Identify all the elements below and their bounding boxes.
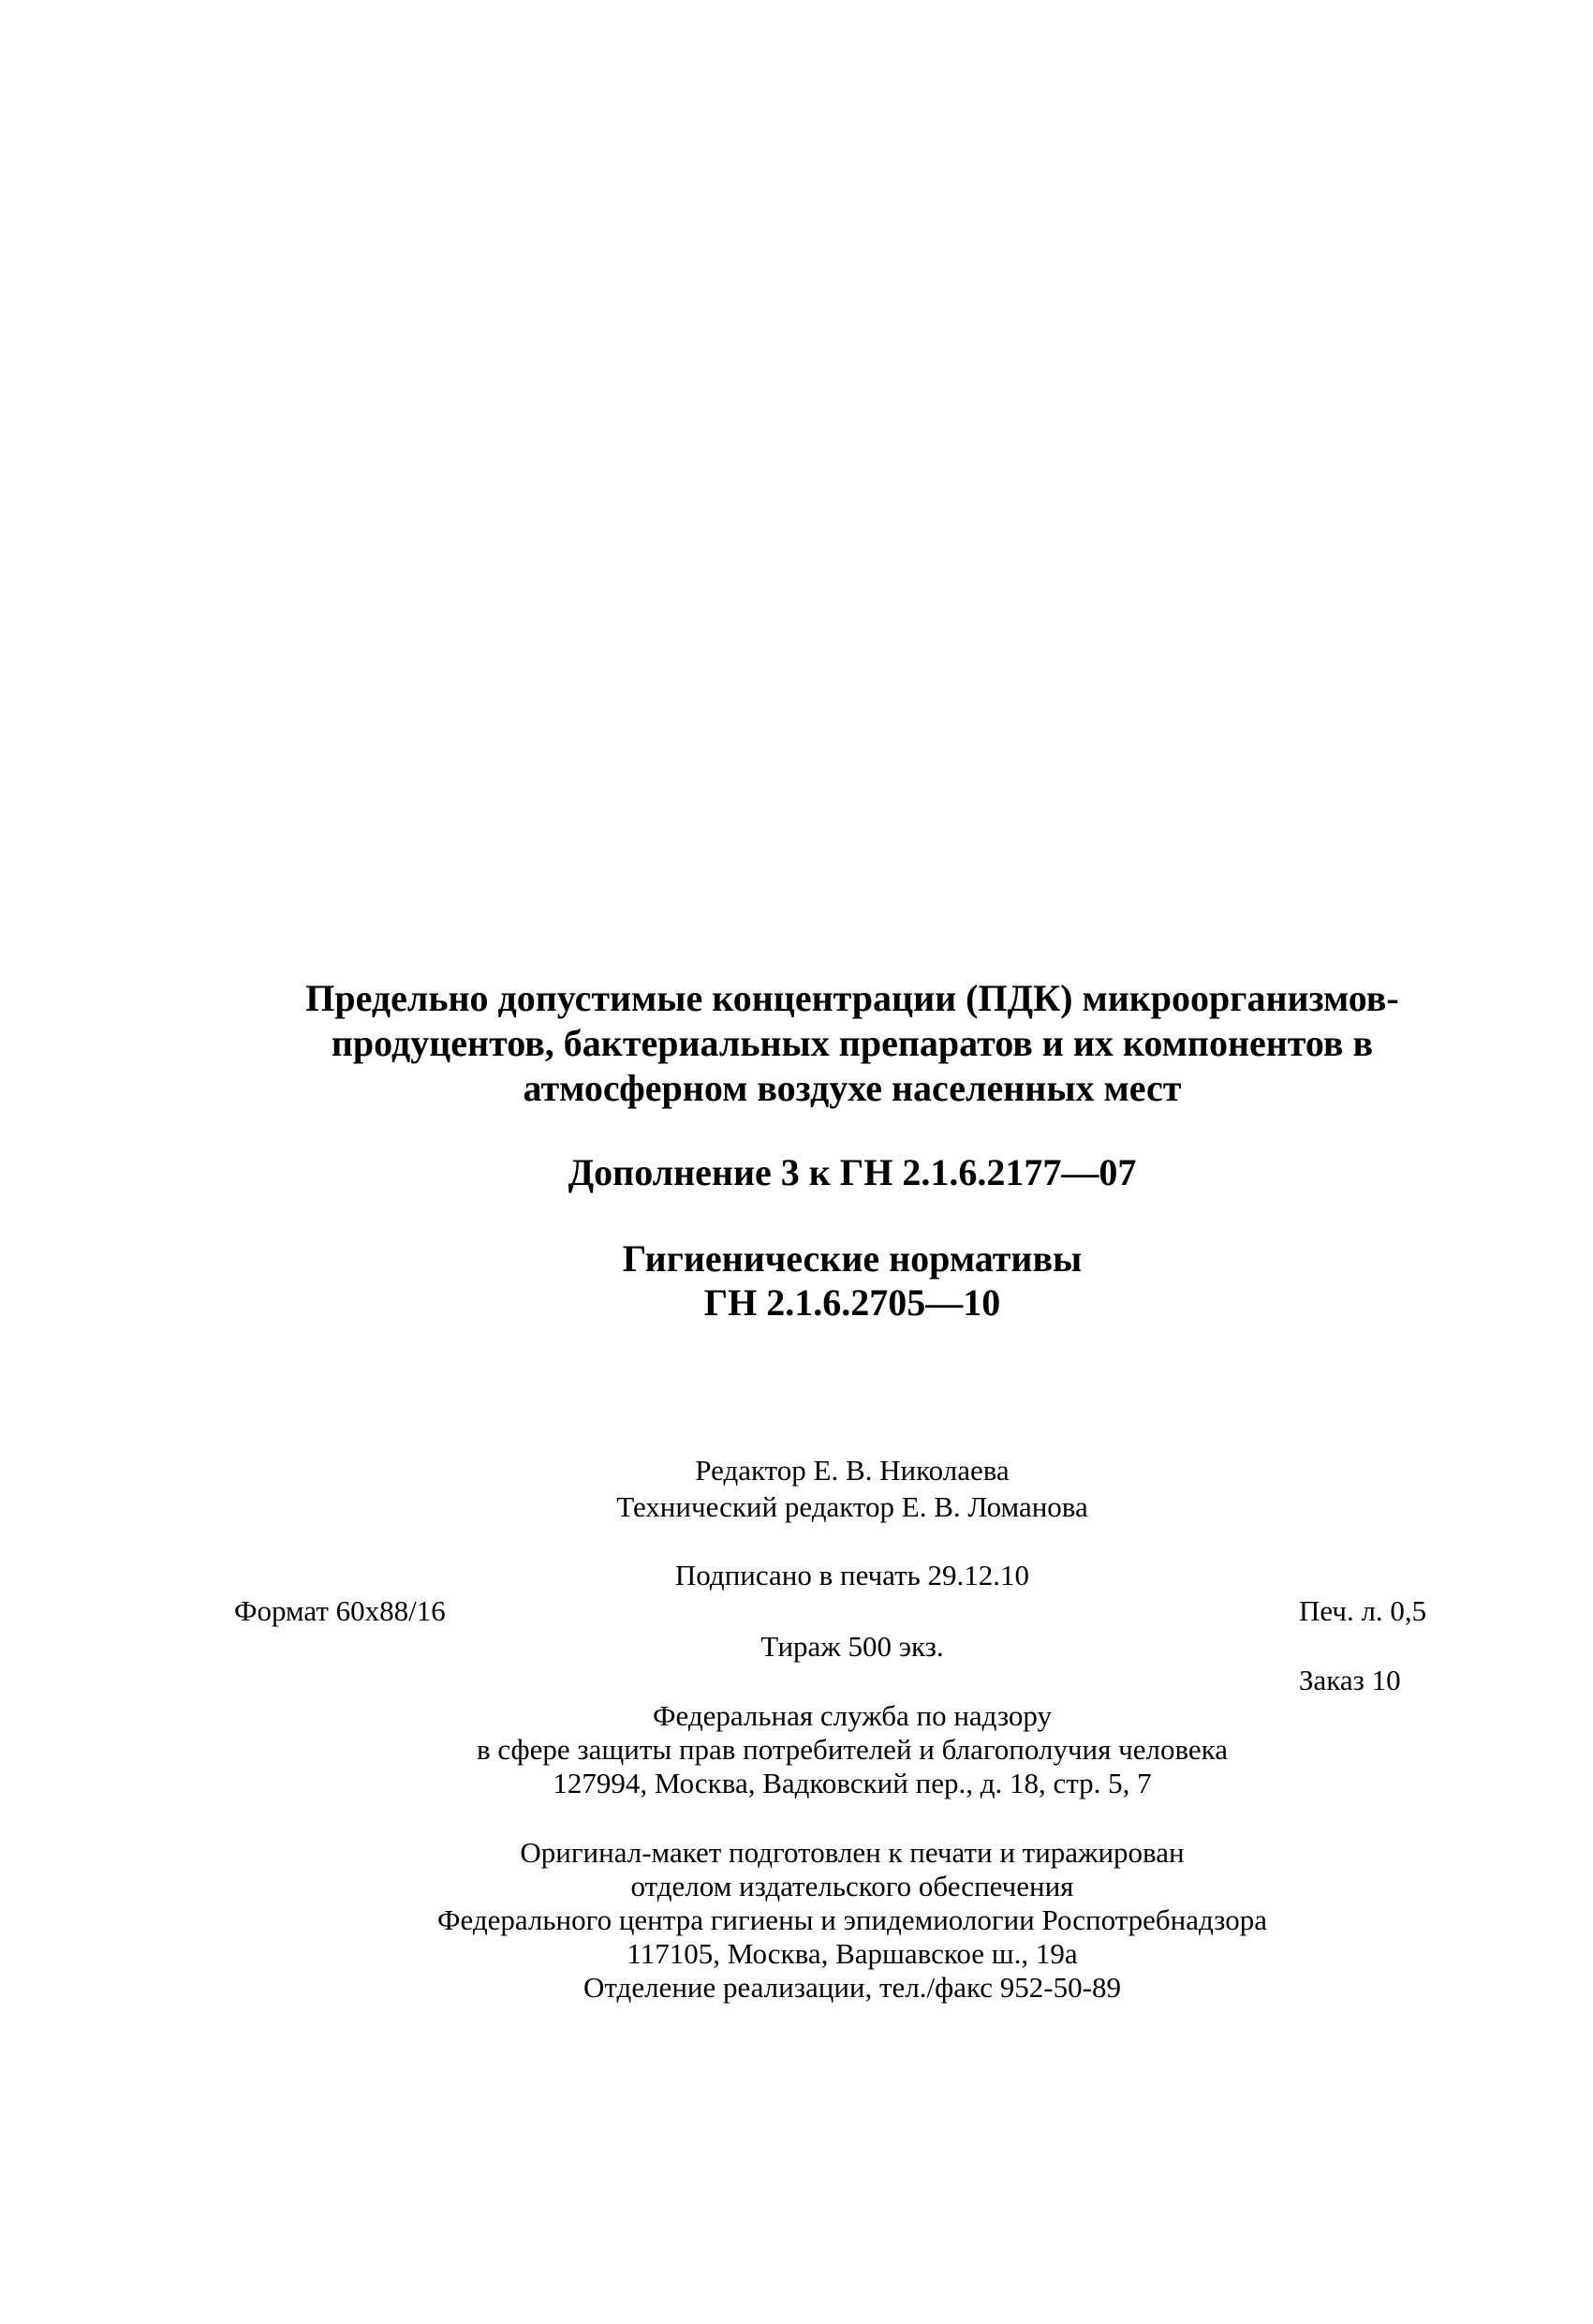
production-line-2: отделом издательского обеспечения [630,1870,1074,1902]
order-value: Заказ 10 [1299,1664,1401,1696]
production-line-3: Федерального центра гигиены и эпидемиологии Роспотребнадзора [437,1903,1267,1936]
production-address: 117105, Москва, Варшавское ш., 19а [627,1937,1078,1970]
publisher-address: 127994, Москва, Вадковский пер., д. 18, стр. 5, 7 [553,1767,1152,1799]
publisher-line-1: Федеральная служба по надзору [653,1699,1052,1732]
title-line-2: продуцентов, бактериальных препаратов и их компонентов в [331,1022,1374,1064]
circulation-value: Тираж 500 экз. [760,1630,944,1663]
publisher-block [197,1699,1508,1800]
printed-sheets-value: Печ. л. 0,5 [1299,1594,1427,1627]
production-line-1: Оригинал-макет подготовлен к печати и тиражирован [520,1836,1185,1869]
norm-code: ГН 2.1.6.2705—10 [703,1281,1001,1324]
tech-editor-line: Технический редактор Е. В. Ломанова [616,1490,1088,1523]
circulation-row [197,1630,1508,1696]
title-line-1: Предельно допустимые концентрации (ПДК) микроорганизмов- [305,977,1399,1019]
signed-to-print-line: Подписано в печать 29.12.10 [674,1559,1030,1591]
title-line-3: атмосферном воздухе населенных мест [523,1067,1182,1109]
publisher-line-2: в сфере защиты прав потребителей и благополучия человека [476,1733,1229,1766]
format-row [197,1594,1508,1628]
norm-title: Гигиенические нормативы [622,1237,1083,1280]
editors-block [197,1452,1508,1525]
supplement-reference: Дополнение 3 к ГН 2.1.6.2177—07 [568,1151,1137,1193]
document-title [197,976,1508,1111]
sales-contact-line: Отделение реализации, тел./факс 952-50-89 [583,1971,1121,2004]
norm-heading [197,1236,1508,1325]
editor-line: Редактор Е. В. Николаева [695,1454,1010,1487]
production-block [197,1836,1508,2005]
format-value: Формат 60x88/16 [234,1594,446,1627]
